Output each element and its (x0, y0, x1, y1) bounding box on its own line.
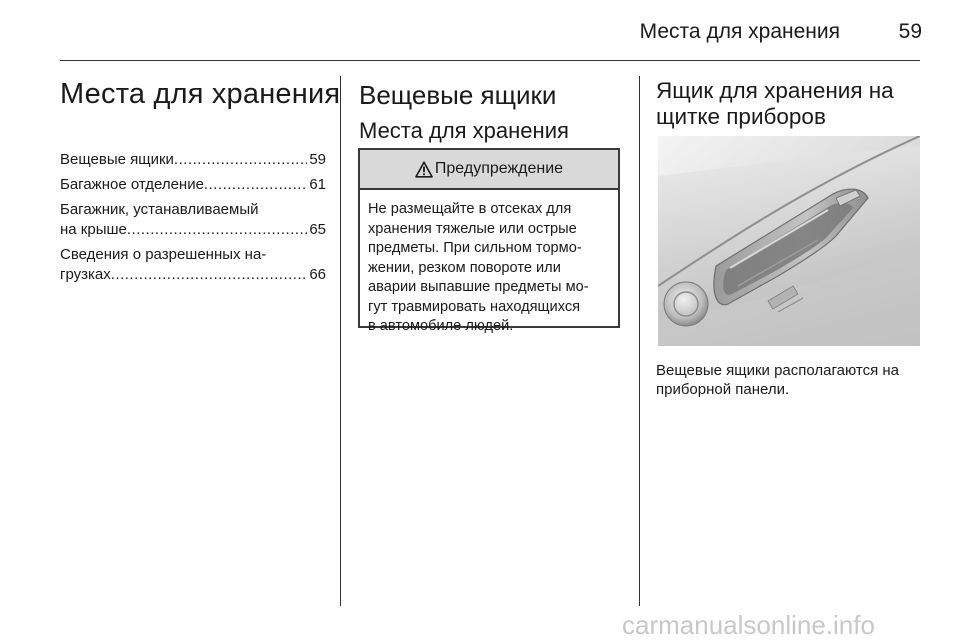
toc-entry[interactable] (60, 200, 326, 240)
glovebox-title-line: щитке приборов (656, 104, 826, 129)
warning-text (360, 190, 618, 337)
glovebox-section-title (656, 78, 926, 130)
warning-line: аварии выпавшие предметы мо- (368, 279, 589, 295)
warning-line: предметы. При сильном тормо- (368, 240, 582, 256)
chapter-title: Места для хранения (60, 78, 341, 110)
toc-entry-label: Багажное отделение (60, 176, 204, 193)
toc-line (60, 175, 326, 195)
toc-entry-page: 59 (309, 151, 326, 168)
section-title: Вещевые ящики (359, 80, 557, 110)
toc-line (60, 265, 326, 285)
watermark: carmanualsonline.info (622, 610, 875, 640)
dashboard-glovebox-illustration (658, 136, 920, 346)
toc-entry-label-line: Сведения о разрешенных на- (60, 246, 267, 263)
toc-entry[interactable] (60, 150, 326, 170)
toc-leader-dots (174, 150, 307, 170)
toc-entry[interactable] (60, 245, 326, 285)
toc-line (60, 150, 326, 170)
toc-entry-page: 61 (309, 176, 326, 193)
toc-entry-label: грузках (60, 266, 111, 283)
subsection-title: Места для хранения (359, 118, 569, 143)
warning-box (358, 148, 620, 334)
header-rule (60, 60, 920, 61)
toc-leader-dots (111, 265, 308, 285)
warning-line: гут травмировать находящихся (368, 298, 581, 315)
warning-heading: Предупреждение (434, 160, 564, 177)
warning-line: Не размещайте в отсеках для (368, 201, 572, 217)
column-divider-2 (639, 76, 640, 606)
toc-entry[interactable] (60, 175, 326, 195)
warning-triangle-icon (415, 161, 433, 178)
toc-leader-dots (127, 220, 307, 240)
warning-line: хранения тяжелые или острые (368, 220, 577, 237)
caption-line: приборной панели. (656, 381, 790, 398)
caption-line: Вещевые ящики располагаются на (656, 362, 900, 379)
toc-entry-label: на крыше (60, 221, 127, 238)
warning-line: в автомобиле людей. (368, 318, 514, 334)
warning-line: жении, резком повороте или (368, 259, 561, 276)
toc-leader-dots (204, 175, 307, 195)
toc-entry-label-line: Багажник, устанавливаемый (60, 201, 259, 218)
column-divider-1 (340, 76, 341, 606)
toc-entry-page: 65 (309, 221, 326, 238)
running-header-title: Места для хранения (639, 20, 840, 43)
page-number: 59 (898, 20, 922, 43)
glovebox-caption (656, 361, 922, 399)
glovebox-title-line: Ящик для хранения на (656, 78, 894, 103)
warning-header (360, 150, 618, 190)
toc-entry-page: 66 (309, 266, 326, 283)
table-of-contents (60, 150, 326, 290)
toc-line (60, 220, 326, 240)
toc-entry-label: Вещевые ящики (60, 151, 174, 168)
